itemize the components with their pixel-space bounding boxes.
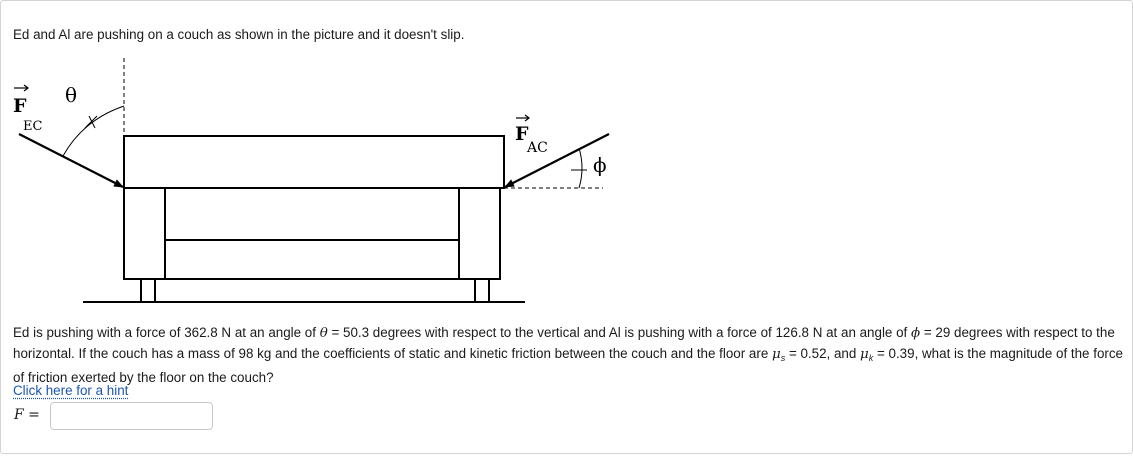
couch-left-leg bbox=[141, 279, 155, 302]
couch-left-arm bbox=[124, 188, 165, 279]
problem-text-part-3: = 29 degrees with respect to the horizontal. If the couch has a mass of 98 kg and the coefficients of static and kinetic friction between the couch and the floor are bbox=[13, 325, 1115, 361]
theta-arc-tick bbox=[85, 116, 97, 128]
problem-text-part-1: Ed is pushing with a force of 362.8 N at an angle of bbox=[13, 325, 320, 340]
phi-arc bbox=[579, 148, 582, 188]
mu-s-symbol: μ bbox=[772, 347, 781, 362]
couch-right-leg bbox=[475, 279, 489, 302]
couch-diagram bbox=[13, 58, 612, 307]
mu-k-symbol: μ bbox=[860, 347, 869, 362]
phi-label: ϕ bbox=[593, 153, 607, 177]
problem-text-part-4: = 0.52, and bbox=[785, 346, 861, 361]
theta-arc-tick-2 bbox=[89, 116, 95, 128]
al-force-label: F bbox=[515, 123, 529, 145]
ed-force-label: F bbox=[13, 95, 27, 117]
couch-back bbox=[124, 136, 504, 188]
mu-s-subscript: s bbox=[780, 353, 786, 363]
theta-symbol: θ bbox=[319, 326, 328, 341]
al-force-subscript: AC bbox=[527, 140, 548, 156]
ed-force-subscript: EC bbox=[23, 119, 43, 134]
phi-symbol: ϕ bbox=[910, 326, 921, 341]
hint-link[interactable]: Click here for a hint bbox=[13, 383, 129, 398]
problem-text-part-2: = 50.3 degrees with respect to the vertical and Al is pushing with a force of 126.8 N at an angle of bbox=[327, 325, 911, 340]
intro-text: Ed and Al are pushing on a couch as shown in the picture and it doesn't slip. bbox=[13, 27, 465, 42]
couch-right-arm bbox=[459, 188, 500, 279]
answer-label: F = bbox=[14, 407, 40, 423]
theta-label: θ bbox=[65, 83, 78, 107]
mu-k-subscript: k bbox=[868, 353, 874, 363]
problem-text bbox=[13, 323, 1125, 388]
ed-force-arrow bbox=[19, 134, 123, 187]
couch-seat bbox=[165, 240, 459, 279]
theta-arc bbox=[63, 106, 124, 156]
problem-text-part-5: = 0.39, what is the magnitude of the force of friction exerted by the floor on the couch? bbox=[13, 346, 1123, 385]
answer-input[interactable] bbox=[50, 402, 213, 430]
